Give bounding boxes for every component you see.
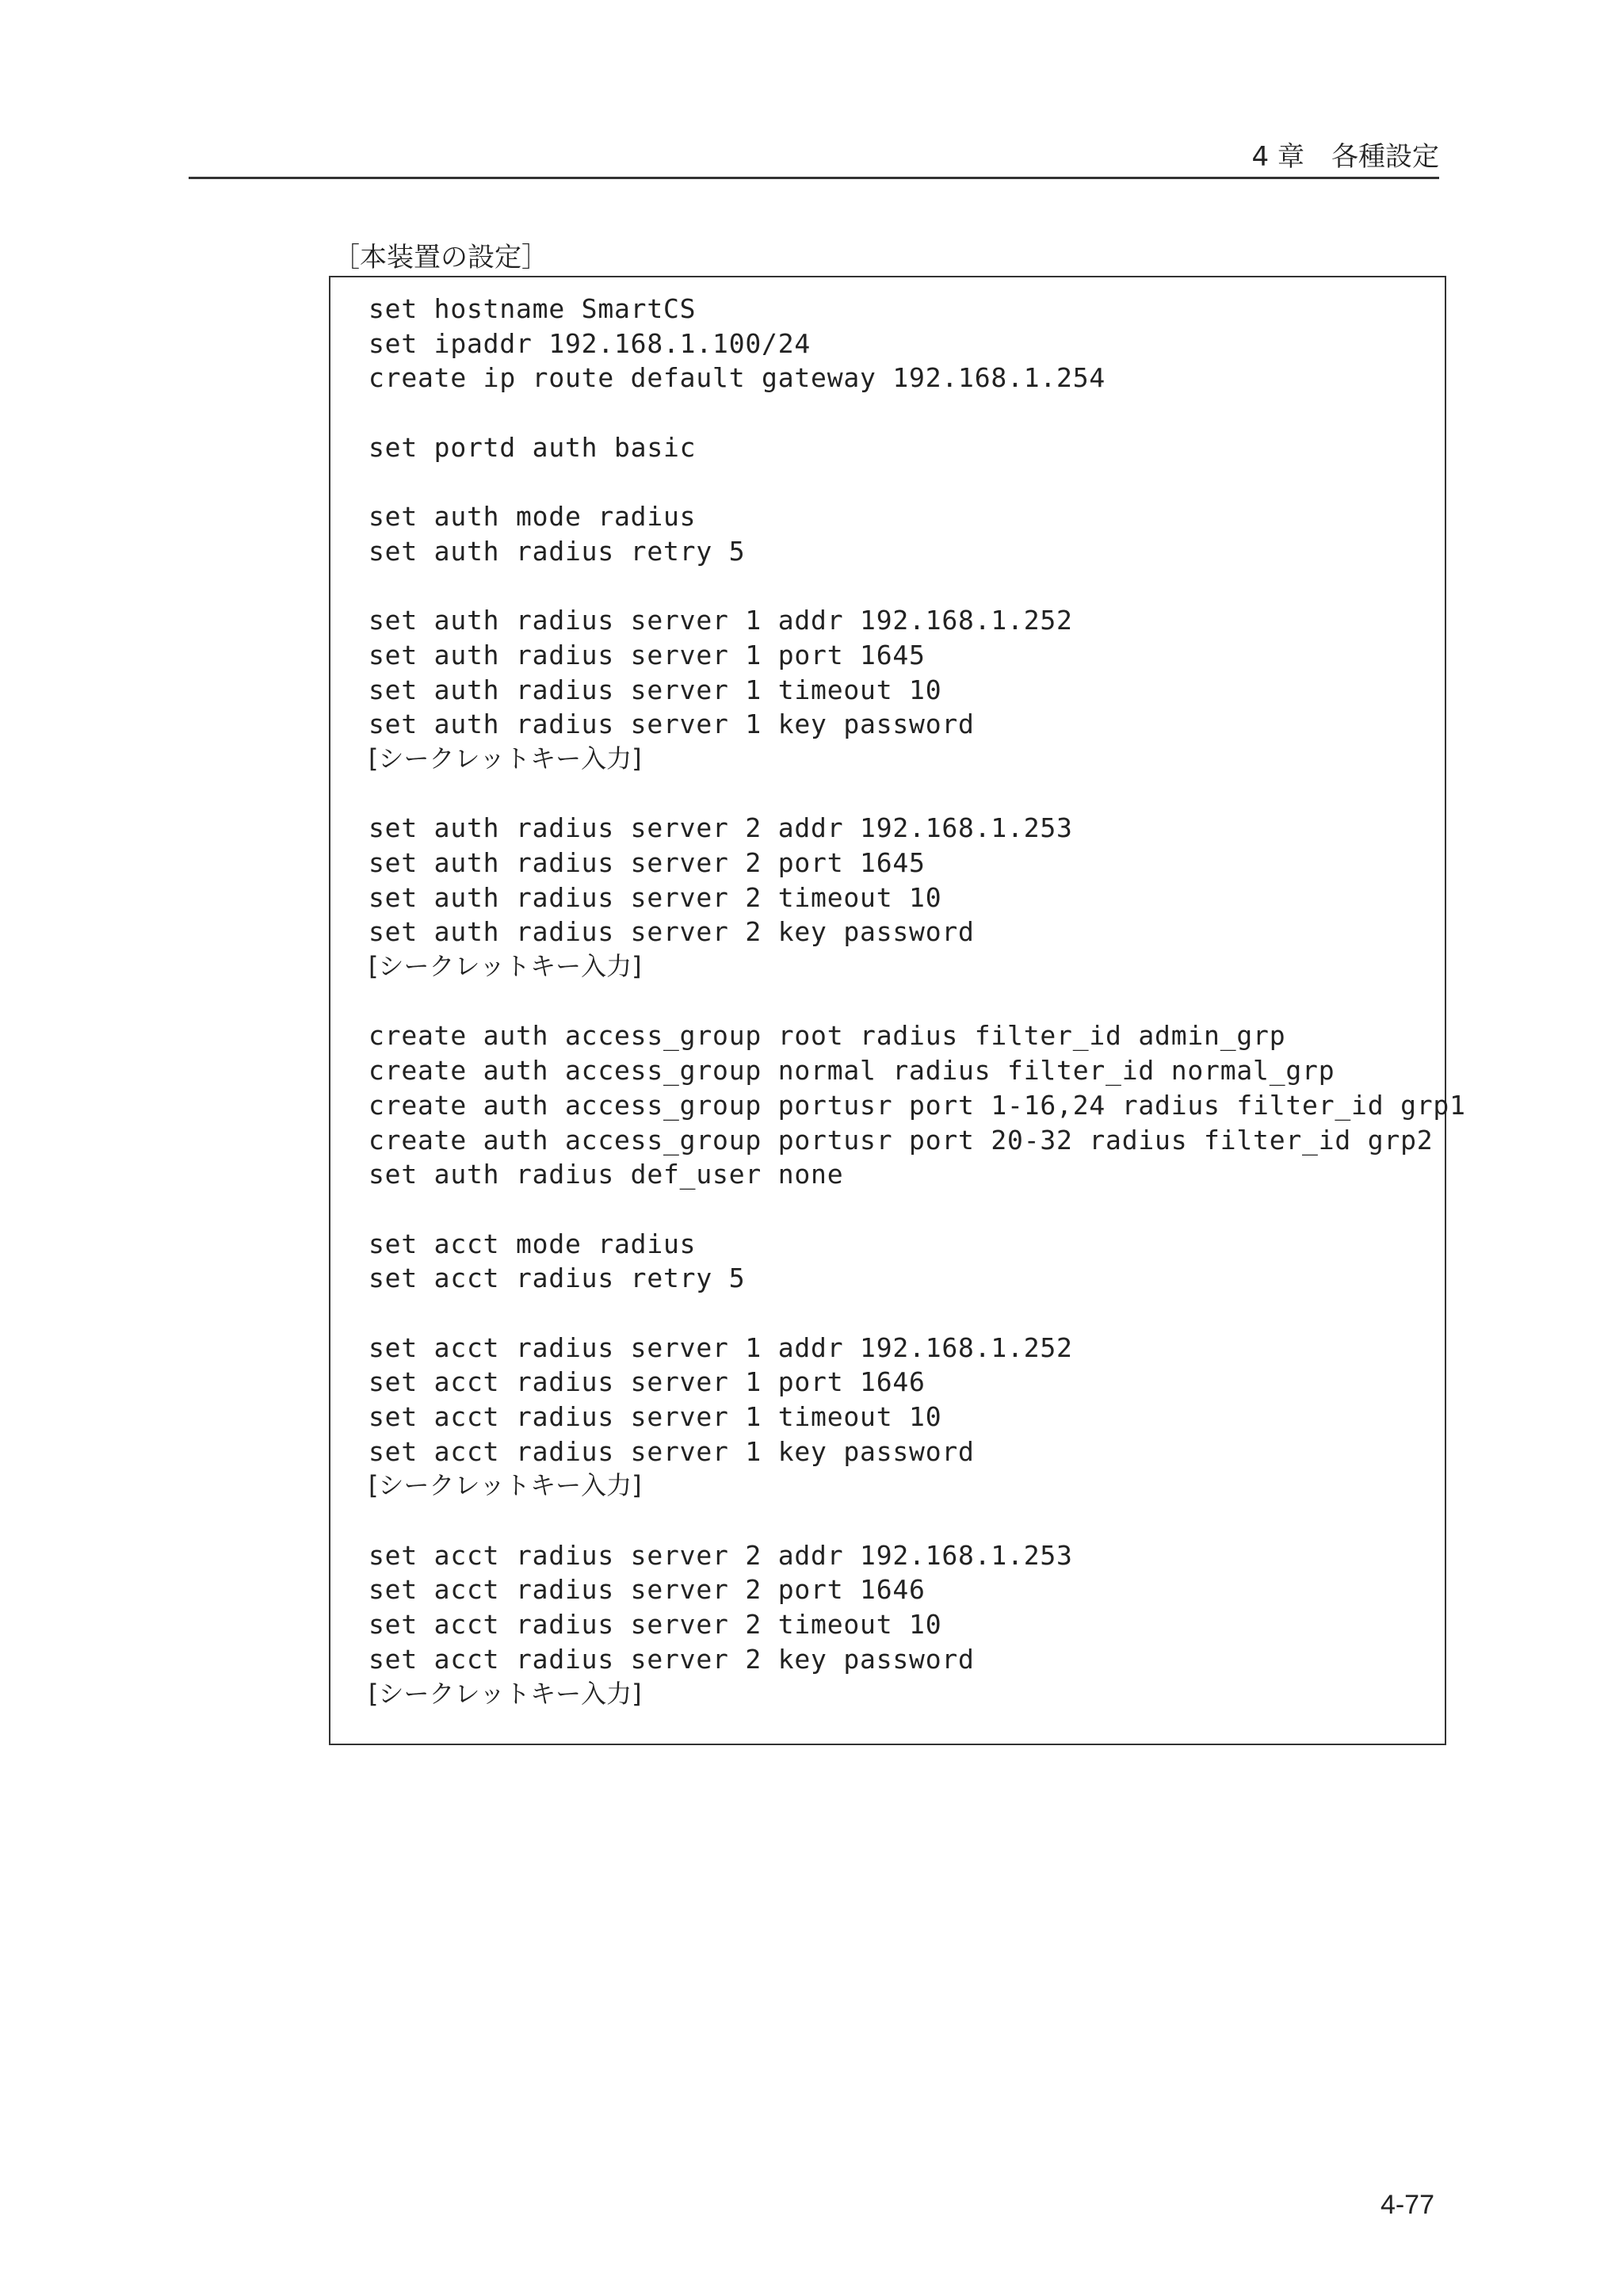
blank-line: [369, 569, 1466, 604]
code-line: set auth radius server 1 key password: [369, 709, 975, 740]
code-line: create ip route default gateway 192.168.1.254: [369, 362, 1106, 394]
config-code-lines: [369, 292, 1466, 1711]
config-code-box: [329, 276, 1466, 1745]
code-line: set ipaddr 192.168.1.100/24: [369, 327, 812, 359]
blank-line: [369, 1192, 1466, 1227]
page-number: 4-77: [1380, 2190, 1434, 2220]
code-line: [シークレットキー入力]: [369, 1678, 642, 1709]
code-line: set acct radius server 1 addr 192.168.1.252: [369, 1331, 1073, 1363]
code-line: set acct radius server 2 port 1646: [369, 1574, 926, 1606]
code-line: [シークレットキー入力]: [369, 743, 642, 774]
code-line: set auth mode radius: [369, 501, 697, 533]
code-line: create auth access_group root radius filter_id admin_grp: [369, 1020, 1286, 1052]
blank-line: [369, 984, 1466, 1019]
blank-line: [369, 1503, 1466, 1538]
code-line: set acct radius server 2 timeout 10: [369, 1609, 942, 1641]
blank-line: [369, 464, 1466, 499]
code-line: set auth radius server 1 addr 192.168.1.252: [369, 605, 1073, 636]
code-line: set portd auth basic: [369, 431, 697, 463]
code-line: [シークレットキー入力]: [369, 951, 642, 982]
code-line: set auth radius def_user none: [369, 1159, 844, 1190]
code-line: set hostname SmartCS: [369, 293, 697, 324]
code-line: set auth radius server 1 timeout 10: [369, 674, 942, 705]
code-line: create auth access_group portusr port 1-16,24 radius filter_id grp1: [369, 1089, 1466, 1121]
code-line: set acct radius server 1 timeout 10: [369, 1401, 942, 1432]
code-line: set auth radius server 1 port 1645: [369, 639, 926, 670]
code-line: [シークレットキー入力]: [369, 1470, 642, 1501]
section-title: ［本装置の設定］: [333, 242, 548, 273]
code-line: set auth radius server 2 port 1645: [369, 847, 926, 878]
header-divider: [189, 177, 1439, 179]
code-line: set auth radius retry 5: [369, 535, 746, 567]
code-line: set acct radius retry 5: [369, 1263, 746, 1294]
code-line: set acct radius server 1 port 1646: [369, 1366, 926, 1398]
code-line: set acct radius server 2 addr 192.168.1.253: [369, 1539, 1073, 1571]
code-line: set auth radius server 2 key password: [369, 916, 975, 948]
chapter-header: 4 章 各種設定: [1251, 141, 1439, 173]
code-line: set acct radius server 2 key password: [369, 1643, 975, 1675]
code-line: set auth radius server 2 timeout 10: [369, 881, 942, 913]
code-line: set auth radius server 2 addr 192.168.1.253: [369, 812, 1073, 844]
blank-line: [369, 1296, 1466, 1331]
blank-line: [369, 777, 1466, 812]
blank-line: [369, 395, 1466, 430]
code-line: create auth access_group portusr port 20-32 radius filter_id grp2: [369, 1124, 1434, 1156]
code-line: set acct mode radius: [369, 1228, 697, 1259]
code-line: create auth access_group normal radius filter_id normal_grp: [369, 1055, 1335, 1087]
code-line: set acct radius server 1 key password: [369, 1435, 975, 1467]
